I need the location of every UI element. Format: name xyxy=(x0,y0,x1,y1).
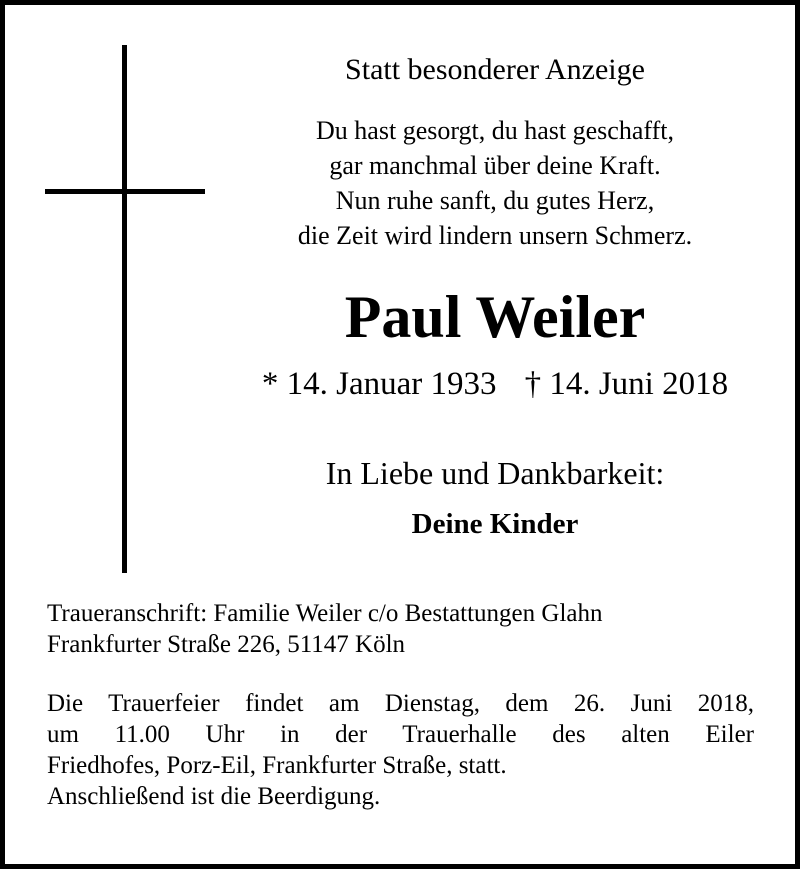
poem-line: die Zeit wird lindern unsern Schmerz. xyxy=(297,221,693,250)
service-details xyxy=(47,688,754,812)
service-line: um 11.00 Uhr in der Trauerhalle des alten Eiler xyxy=(47,721,754,748)
signers: Deine Kinder xyxy=(411,508,579,540)
obituary-notice xyxy=(5,5,795,864)
birth-date: * 14. Januar 1933 xyxy=(261,366,497,402)
mourning-address xyxy=(47,598,754,660)
service-line: Die Trauerfeier findet am Dienstag, dem 26. Juni 2018, xyxy=(47,690,754,717)
address-line: Frankfurter Straße 226, 51147 Köln xyxy=(47,631,406,658)
death-date: † 14. Juni 2018 xyxy=(524,366,729,402)
thanks-line: In Liebe und Dankbarkeit: xyxy=(325,455,665,491)
service-line: Friedhofes, Porz-Eil, Frankfurter Straße, statt. xyxy=(47,752,507,779)
notice-intro: Statt besonderer Anzeige xyxy=(345,53,645,86)
poem xyxy=(235,113,755,253)
service-line: Anschließend ist die Beerdigung. xyxy=(47,783,381,810)
address-line: Traueranschrift: Familie Weiler c/o Bestattungen Glahn xyxy=(47,600,603,627)
poem-line: Nun ruhe sanft, du gutes Herz, xyxy=(335,186,655,215)
cross-icon xyxy=(122,45,127,573)
poem-line: Du hast gesorgt, du hast geschafft, xyxy=(316,116,674,145)
cross-icon-bar xyxy=(45,189,205,194)
life-dates xyxy=(235,368,755,401)
deceased-name: Paul Weiler xyxy=(344,284,646,350)
poem-line: gar manchmal über deine Kraft. xyxy=(329,151,661,180)
